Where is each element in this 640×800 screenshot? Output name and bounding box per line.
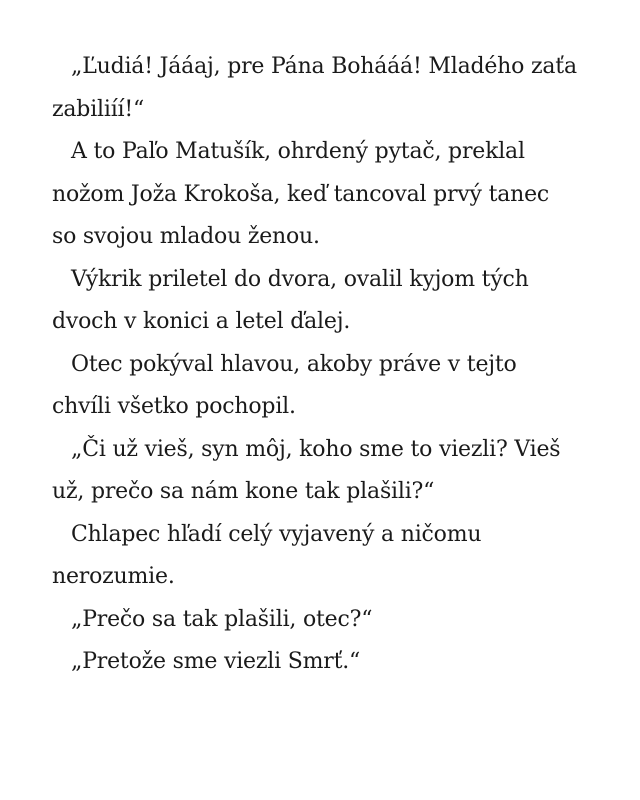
book-page — [52, 46, 600, 684]
paragraph-2: A to Paľo Matušík, ohrdený pytač, preklal nožom Joža Krokoša, keď tancoval prvý tanec so svojou mladou ženou. — [52, 139, 550, 249]
paragraph-8: „Pretože sme viezli Smrť.“ — [71, 649, 361, 674]
paragraph-6: Chlapec hľadí celý vyjavený a ničomu nerozumie. — [52, 521, 482, 589]
paragraph-3: Výkrik priletel do dvora, ovalil kyjom tých dvoch v konici a letel ďalej. — [52, 266, 529, 334]
paragraph-5: „Či už vieš, syn môj, koho sme to viezli? Vieš už, prečo sa nám kone tak plašili?“ — [52, 436, 561, 504]
paragraph-1: „Ľudiá! Jááaj, pre Pána Bohááá! Mladého zaťa zabiliíí!“ — [52, 54, 577, 122]
paragraph-7: „Prečo sa tak plašili, otec?“ — [71, 606, 373, 632]
paragraph-4: Otec pokýval hlavou, akoby práve v tejto chvíli všetko pochopil. — [52, 351, 517, 419]
